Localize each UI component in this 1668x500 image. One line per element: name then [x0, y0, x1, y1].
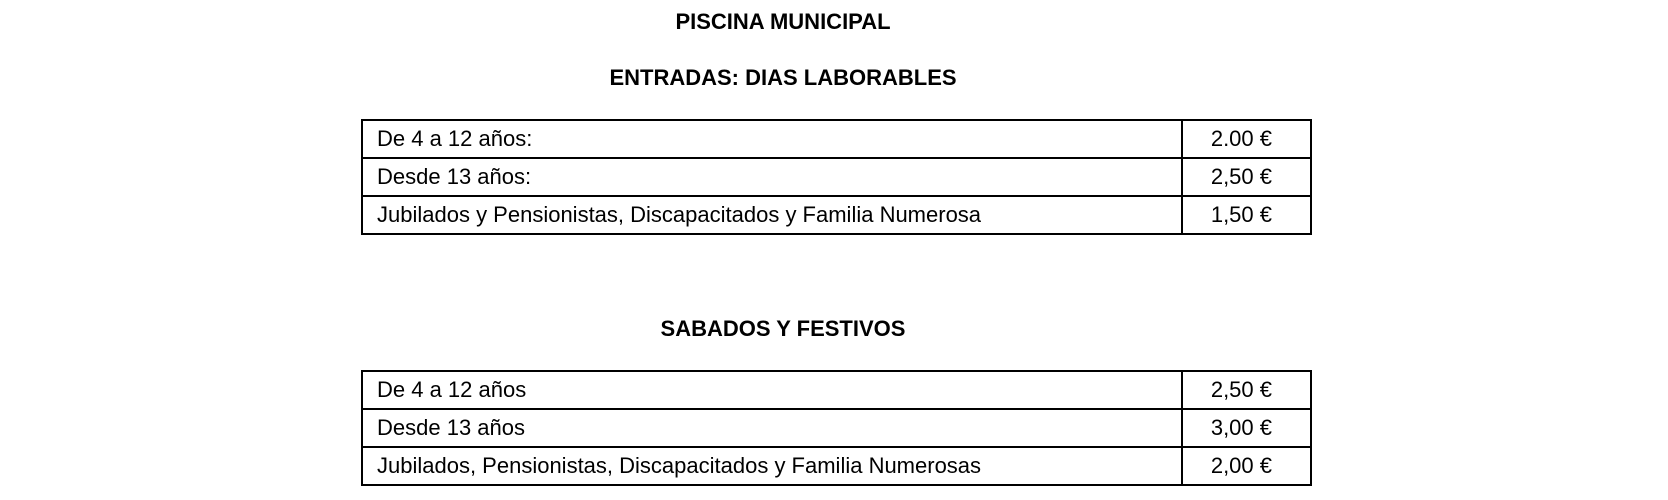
- weekday-price-table: [361, 119, 1312, 235]
- weekday-section-heading: ENTRADAS: DIAS LABORABLES: [609, 65, 957, 90]
- table-row: [362, 196, 1311, 234]
- table-row: [362, 371, 1311, 409]
- row-label: De 4 a 12 años: [362, 371, 1182, 409]
- weekend-section-heading: SABADOS Y FESTIVOS: [660, 316, 906, 341]
- table-row: [362, 120, 1311, 158]
- row-label: Desde 13 años:: [362, 158, 1182, 196]
- weekend-price-table: [361, 370, 1312, 486]
- row-label: De 4 a 12 años:: [362, 120, 1182, 158]
- row-price: 2,50 €: [1182, 371, 1311, 409]
- table-row: [362, 447, 1311, 485]
- row-price: 2.00 €: [1182, 120, 1311, 158]
- table-row: [362, 158, 1311, 196]
- row-price: 1,50 €: [1182, 196, 1311, 234]
- row-price: 2,50 €: [1182, 158, 1311, 196]
- row-label: Desde 13 años: [362, 409, 1182, 447]
- row-price: 2,00 €: [1182, 447, 1311, 485]
- row-label: Jubilados y Pensionistas, Discapacitados y Familia Numerosa: [362, 196, 1182, 234]
- row-label: Jubilados, Pensionistas, Discapacitados y Familia Numerosas: [362, 447, 1182, 485]
- page-title: PISCINA MUNICIPAL: [675, 9, 891, 34]
- row-price: 3,00 €: [1182, 409, 1311, 447]
- table-row: [362, 409, 1311, 447]
